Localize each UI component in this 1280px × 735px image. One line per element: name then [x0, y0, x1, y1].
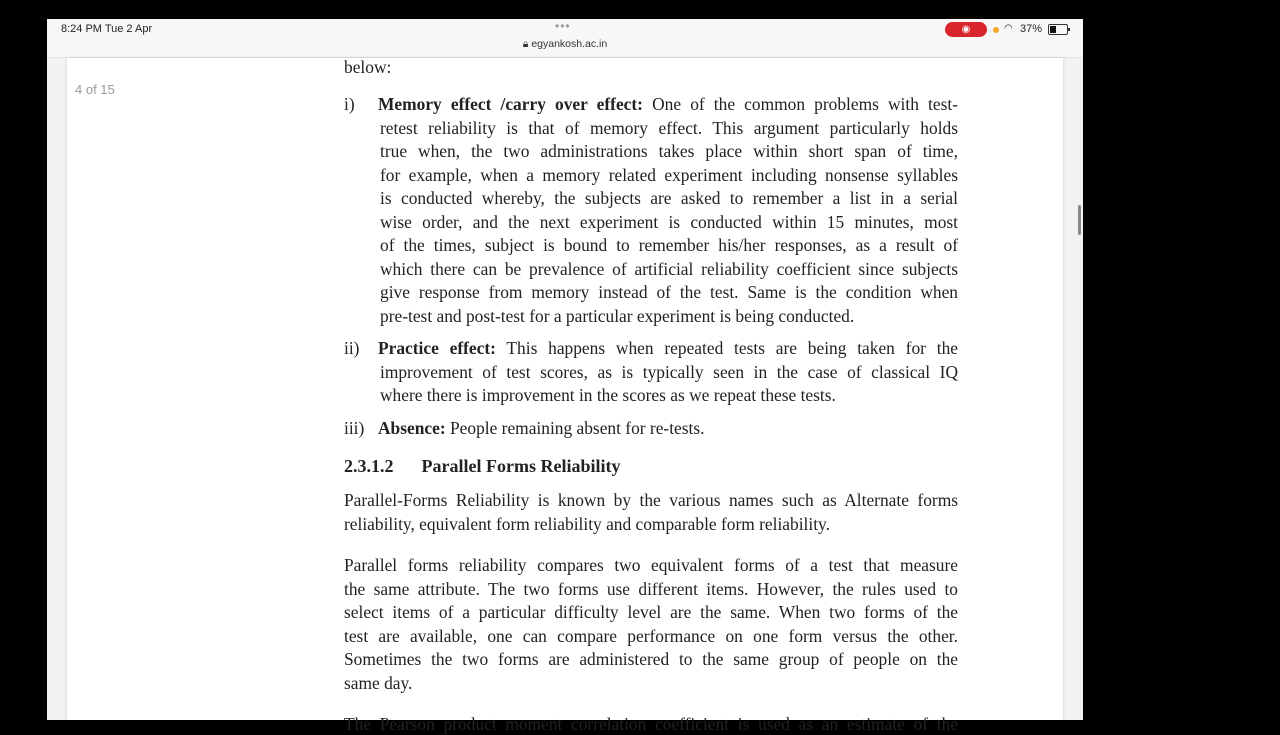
tab-menu-dots-icon[interactable]: •••: [555, 19, 571, 33]
list-marker: iii): [344, 418, 365, 438]
url-text: egyankosh.ac.in: [531, 38, 608, 50]
browser-window: [47, 19, 1083, 734]
list-item-line: retest reliability is that of memory effect. This argument particularly holds: [380, 117, 958, 138]
status-bar: [47, 19, 1083, 58]
address-bar[interactable]: [47, 38, 1083, 51]
section-title: Parallel Forms Reliability: [421, 456, 621, 476]
screen-recording-icon[interactable]: ◉: [945, 22, 987, 37]
lock-icon: 🔒︎: [522, 38, 529, 50]
list-item-line: pre-test and post-test for a particular experiment is being conducted.: [380, 305, 855, 326]
list-marker: i): [344, 94, 355, 114]
paragraph-line: Sometimes the two forms are administered to the same group of people on the: [344, 649, 958, 669]
wifi-icon: ◠: [1004, 23, 1013, 34]
list-item-line: for example, when a memory related experiment including nonsense syllables: [380, 164, 958, 185]
list-item-title: Memory effect /carry over effect:: [378, 94, 643, 114]
paragraph-line: the same attribute. The two forms use different items. However, the rules used to: [344, 578, 958, 599]
list-item-line: which there can be prevalence of artificial reliability coefficient since subjects: [380, 258, 958, 279]
list-item-line: wise order, and the next experiment is conducted within 15 minutes, most: [380, 211, 958, 232]
section-heading: [344, 455, 620, 477]
list-item-text: One of the common problems with test-: [652, 94, 958, 114]
paragraph-line: reliability, equivalent form reliability and comparable form reliability.: [344, 513, 830, 534]
status-time: 8:24 PM Tue 2 Apr: [61, 23, 153, 35]
scrollbar[interactable]: [1078, 205, 1081, 235]
list-item-first-line: [378, 417, 704, 439]
paragraph-line: The Pearson product moment correlation coefficient is used as an estimate of the: [344, 714, 958, 734]
paragraph-line: select items of a particular difficulty level are the same. When two forms of the: [344, 602, 958, 622]
paragraph-line: same day.: [344, 672, 413, 693]
list-item-line: is conducted whereby, the subjects are asked to remember a list in a serial: [380, 188, 958, 208]
page-indicator: 4 of 15: [75, 82, 115, 97]
list-item-first-line: [378, 93, 958, 115]
list-item-line: where there is improvement in the scores as we repeat these tests.: [380, 385, 836, 405]
list-marker: ii): [344, 338, 360, 358]
battery-icon: [1048, 24, 1068, 35]
paragraph-line: Parallel-Forms Reliability is known by the various names such as Alternate forms: [344, 490, 958, 510]
list-item-line: give response from memory instead of the test. Same is the condition when: [380, 282, 958, 302]
list-item-text: People remaining absent for re-tests.: [449, 418, 705, 438]
paragraph-line: Parallel forms reliability compares two equivalent forms of a test that measure: [344, 555, 958, 575]
battery-percent: 37%: [1020, 23, 1043, 35]
list-item-title: Absence:: [378, 418, 446, 438]
mic-indicator-icon: [993, 27, 999, 33]
list-item-first-line: [378, 337, 958, 359]
intro-text: below:: [344, 57, 392, 77]
list-item-line: true when, the two administrations takes place within short span of time,: [380, 141, 958, 161]
list-item-title: Practice effect:: [378, 338, 496, 358]
list-item-text: This happens when repeated tests are being taken for the: [506, 338, 958, 358]
list-item-line: of the times, subject is bound to remember his/her responses, as a result of: [380, 235, 958, 255]
list-item-line: improvement of test scores, as is typically seen in the case of classical IQ: [380, 361, 958, 382]
paragraph-line: test are available, one can compare performance on one form versus the other.: [344, 625, 958, 646]
section-number: 2.3.1.2: [344, 456, 394, 476]
